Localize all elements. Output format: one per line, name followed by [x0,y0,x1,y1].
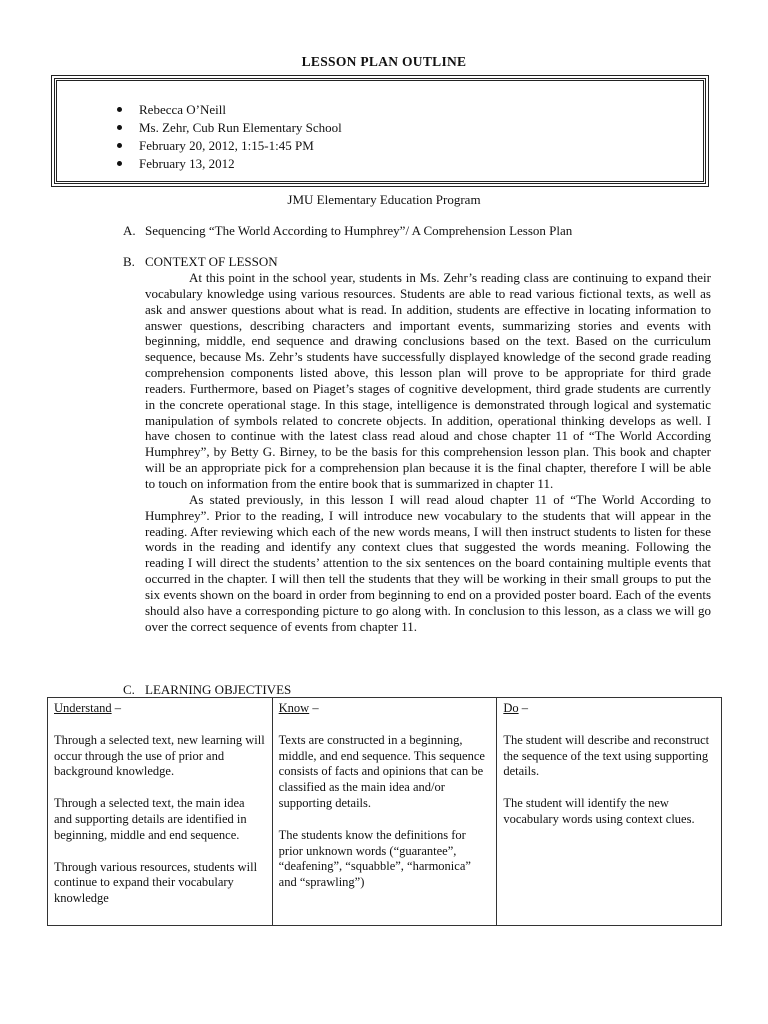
document-title: LESSON PLAN OUTLINE [301,54,467,69]
section-a-letter: A. [123,223,136,238]
info-item-submit-date: February 13, 2012 [117,155,342,173]
understand-item: Through various resources, students will continue to expand their vocabulary knowledge [54,859,258,906]
bullet-icon [117,107,122,112]
bullet-icon [117,143,122,148]
info-box [54,78,706,184]
understand-item: Through a selected text, the main idea and supporting details are identified in beginning, middle and end sequence. [54,796,247,842]
bullet-icon [117,161,122,166]
info-item-author: Rebecca O’Neill [117,101,342,119]
info-list [117,101,342,173]
bullet-icon [117,125,122,130]
section-b-text: CONTEXT OF LESSON [145,254,278,269]
do-item: The student will identify the new vocabulary words using context clues. [503,796,695,826]
info-item-teacher-school: Ms. Zehr, Cub Run Elementary School [117,119,342,137]
info-item-lesson-date: February 20, 2012, 1:15-1:45 PM [117,137,342,155]
do-item: The student will describe and reconstruct the sequence of the text using supporting details. [503,732,710,779]
know-cell [272,698,497,926]
context-paragraph-2: As stated previously, in this lesson I will read aloud chapter 11 of “The World According to Humphrey”. Prior to the reading, I will introduce new vocabulary to the students that will appear in the reading. After reviewing which each of the new words means, I will then instruct students to listen for these words in the reading and identify any context clues that suggested the words meaning. Following the reading I will direct the students’ attention to the six sentences on the board containing multiple events that occurred in the chapter. I will then tell the students that they will be working in their small groups to put the six events shown on the board in order from beginning to end on a provided poster board. Each of the events should also have a corresponding picture to go along with. In conclusion to this lesson, as a class we will go over the correct sequence of events from chapter 11. [145,491,711,634]
context-paragraph-1: At this point in the school year, students in Ms. Zehr’s reading class are continuing to expand their vocabulary knowledge using various resources. Students are able to read various fictional texts, as well as ask and answer questions about what is read. In addition, students are effective in locating information to answer questions, describing characters and important events, summarizing stories and events with beginning, middle, end sequence and drawing conclusions based on the text. Based on the curriculum sequence, because Ms. Zehr’s students have successfully displayed knowledge of the second grade reading comprehension components listed above, this lesson plan will prove to be appropriate for third grade readers. Furthermore, based on Piaget’s stages of cognitive development, third grade students are currently in the concrete operational stage. In this stage, intelligence is demonstrated through logical and systematic manipulation of symbols related to concrete objects. In addition, operational thinking develops as well. I have chosen to continue with the latest class read aloud and chose chapter 11 of “The World According Humphrey”, by Betty G. Birney, to be the basis for this comprehension lesson plan. This book and chapter will be an appropriate pick for a comprehension plan because it is the final chapter, therefore I will be able to touch on information from the entire book that is summarized in chapter 11. [145,270,711,491]
program-name: JMU Elementary Education Program [287,192,481,207]
section-c-letter: C. [123,682,135,697]
table-row [48,698,722,926]
do-header: Do – [503,701,528,715]
section-c-text: LEARNING OBJECTIVES [145,682,292,697]
section-a-text: Sequencing “The World According to Humphrey”/ A Comprehension Lesson Plan [145,223,573,238]
know-item: The students know the definitions for prior unknown words (“guarantee”, “deafening”, “squabble”, “harmonica” and “sprawling”) [278,827,471,890]
understand-item: Through a selected text, new learning will occur through the use of prior and background knowledge. [54,732,265,779]
section-c-heading [123,682,291,698]
section-b-heading [123,254,278,270]
understand-header: Understand – [54,701,121,715]
context-body [145,270,711,634]
section-b-letter: B. [123,254,135,269]
do-cell [497,698,722,926]
section-a-title [123,223,572,239]
understand-cell [48,698,273,926]
objectives-table [47,697,722,926]
know-item: Texts are constructed in a beginning, middle, and end sequence. This sequence consists of facts and opinions that can be classified as the main idea and/or supporting details. [278,732,485,810]
know-header: Know – [278,701,319,715]
